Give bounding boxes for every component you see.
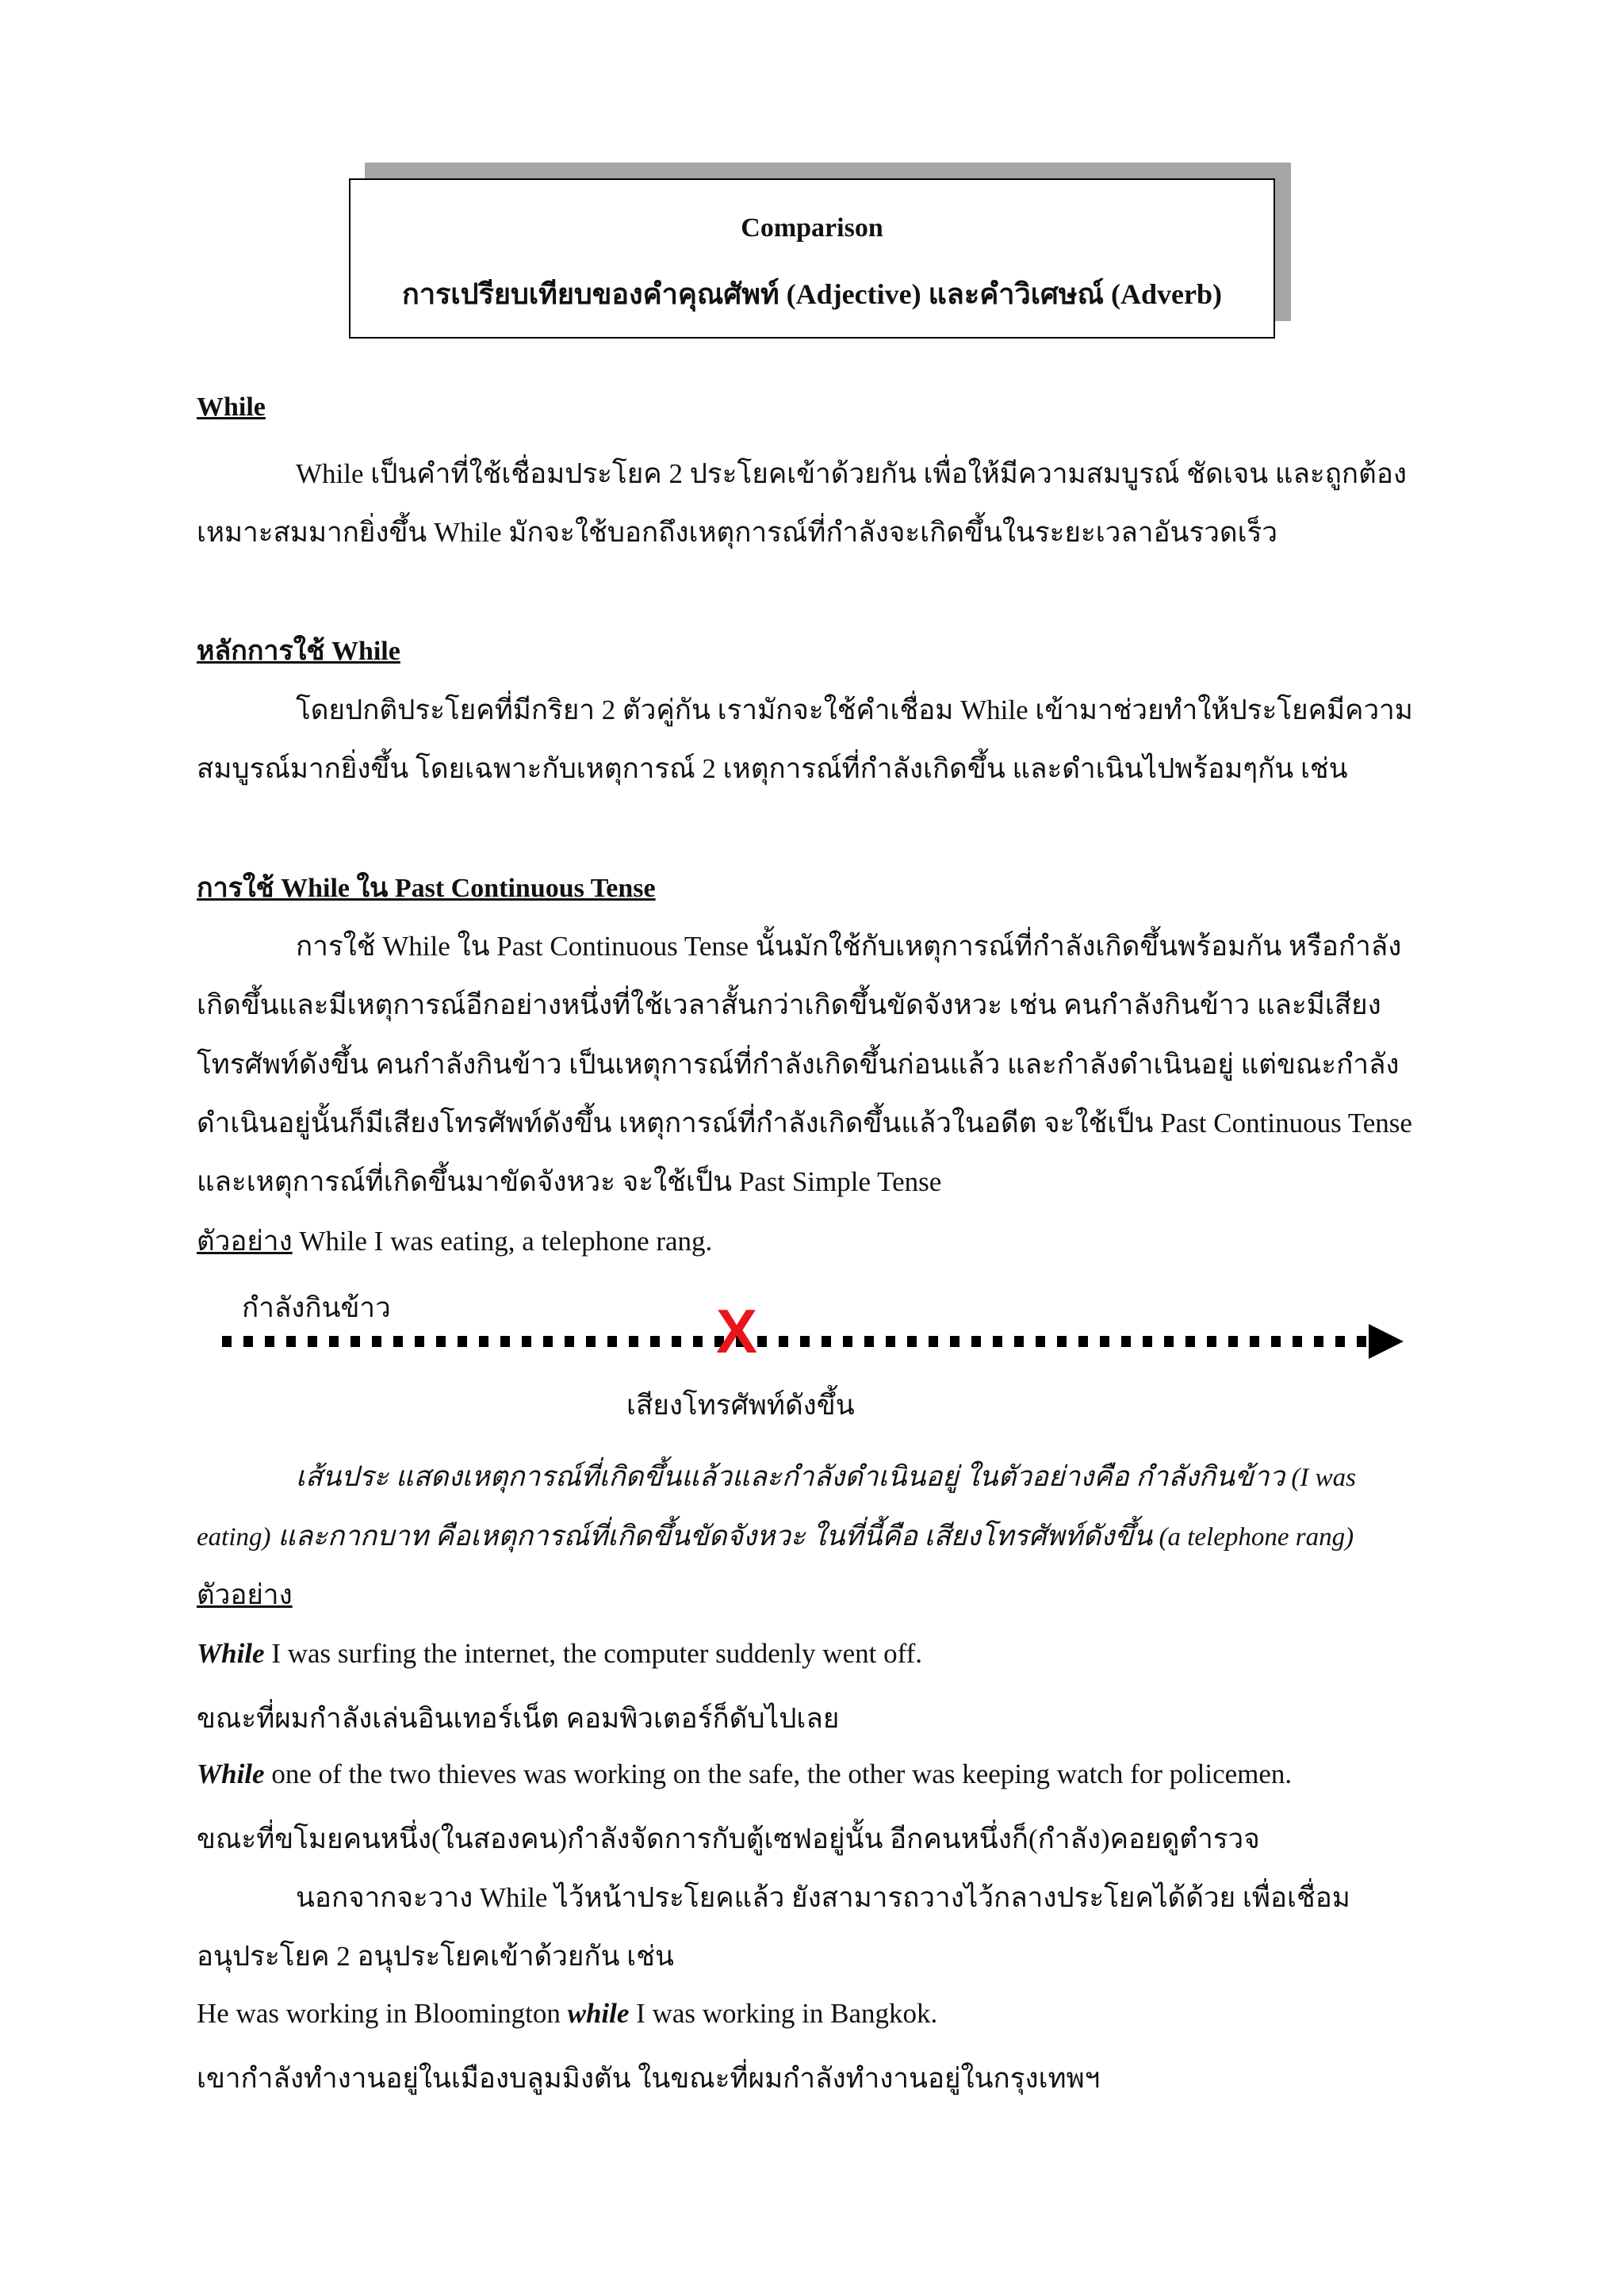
- timeline-label-eating: กำลังกินข้าว: [242, 1292, 391, 1323]
- section1-line2: เหมาะสมมากยิ่งขึ้น While มักจะใช้บอกถึงเหตุการณ์ที่กำลังจะเกิดขึ้นในระยะเวลาอันรวดเร็ว: [197, 517, 1278, 548]
- example1-rest: I was surfing the internet, the computer suddenly went off.: [264, 1638, 922, 1669]
- explanation-line2-thai: และกากบาท คือเหตุการณ์ที่เกิดขึ้นขัดจังหวะ ในที่นี้คือ เสียงโทรศัพท์ดังขึ้น: [270, 1521, 1153, 1552]
- examples-label: ตัวอย่าง: [197, 1579, 293, 1610]
- explanation-line2-eng2: (a telephone rang): [1152, 1523, 1354, 1552]
- explanation-line1-thai: เส้นประ แสดงเหตุการณ์ที่เกิดขึ้นแล้วและกำลังดำเนินอยู่ ในตัวอย่างคือ กำลังกินข้าว: [296, 1461, 1285, 1492]
- section2-line2: สมบูรณ์มากยิ่งขึ้น โดยเฉพาะกับเหตุการณ์ 2 เหตุการณ์ที่กำลังเกิดขึ้น และดำเนินไปพร้อมๆกัน เช่น: [197, 753, 1348, 784]
- example1-english: [197, 1638, 922, 1670]
- interruption-x-marker: X: [716, 1296, 758, 1366]
- timeline-arrowhead: [1369, 1324, 1404, 1359]
- document-subtitle: การเปรียบเทียบของคำคุณศัพท์ (Adjective) และคำวิเศษณ์ (Adverb): [402, 278, 1222, 310]
- example1-thai: ขณะที่ผมกำลังเล่นอินเทอร์เน็ต คอมพิวเตอร์ก็ดับไปเลย: [197, 1703, 840, 1734]
- middle-usage-line2: อนุประโยค 2 อนุประโยคเข้าด้วยกัน เช่น: [197, 1941, 674, 1972]
- example3-thai: เขากำลังทำงานอยู่ในเมืองบลูมมิงตัน ในขณะที่ผมกำลังทำงานอยู่ในกรุงเทพฯ: [197, 2063, 1101, 2094]
- section1-line1: While เป็นคำที่ใช้เชื่อมประโยค 2 ประโยคเข้าด้วยกัน เพื่อให้มีความสมบูรณ์ ชัดเจน และถูกต้อง: [296, 458, 1407, 489]
- example-line: [197, 1219, 712, 1263]
- example-text: While I was eating, a telephone rang.: [292, 1226, 713, 1257]
- explanation-line2-eng1: eating): [197, 1523, 271, 1552]
- example3-english: [197, 1998, 937, 2030]
- section3-line5: และเหตุการณ์ที่เกิดขึ้นมาขัดจังหวะ จะใช้เป็น Past Simple Tense: [197, 1166, 942, 1197]
- middle-usage-line1: นอกจากจะวาง While ไว้หน้าประโยคแล้ว ยังสามารถวางไว้กลางประโยคได้ด้วย เพื่อเชื่อม: [296, 1882, 1350, 1913]
- example1-keyword: While: [197, 1638, 265, 1669]
- example-label: ตัวอย่าง: [197, 1226, 293, 1257]
- heading-while: While: [197, 392, 266, 422]
- heading-past-continuous: การใช้ While ใน Past Continuous Tense: [197, 874, 656, 903]
- section3-line2: เกิดขึ้นและมีเหตุการณ์อีกอย่างหนึ่งที่ใช้เวลาสั้นกว่าเกิดขึ้นขัดจังหวะ เช่น คนกำลังกินข้าว และมีเสียง: [197, 989, 1381, 1020]
- section3-line4: ดำเนินอยู่นั้นก็มีเสียงโทรศัพท์ดังขึ้น เหตุการณ์ที่กำลังเกิดขึ้นแล้วในอดีต จะใช้เป็น Past Continuous Tense: [197, 1108, 1412, 1138]
- section2-line1: โดยปกติประโยคที่มีกริยา 2 ตัวคู่กัน เรามักจะใช้คำเชื่อม While เข้ามาช่วยทำให้ประโยคมีความ: [296, 695, 1413, 725]
- timeline-label-phone: เสียงโทรศัพท์ดังขึ้น: [626, 1390, 855, 1421]
- section3-line1: การใช้ While ใน Past Continuous Tense นั้นมักใช้กับเหตุการณ์ที่กำลังเกิดขึ้นพร้อมกัน หรือกำลัง: [296, 931, 1402, 962]
- heading-usage-rules: หลักการใช้ While: [197, 637, 400, 666]
- example3-post: I was working in Bangkok.: [629, 1998, 938, 2029]
- section3-line3: โทรศัพท์ดังขึ้น คนกำลังกินข้าว เป็นเหตุการณ์ที่กำลังเกิดขึ้นก่อนแล้ว และกำลังดำเนินอยู่ แต่ขณะกำลัง: [197, 1049, 1400, 1080]
- example2-thai: ขณะที่ขโมยคนหนึ่ง(ในสองคน)กำลังจัดการกับตู้เซฟอยู่นั้น อีกคนหนึ่งก็(กำลัง)คอยดูตำรวจ: [197, 1823, 1260, 1854]
- example2-rest: one of the two thieves was working on the safe, the other was keeping watch for policemen.: [264, 1758, 1293, 1789]
- example3-keyword: while: [567, 1998, 630, 2029]
- title-box: [349, 178, 1275, 339]
- explanation-line1-eng: (I was: [1285, 1464, 1356, 1492]
- example3-pre: He was working in Bloomington: [197, 1998, 568, 2029]
- explanation-line1: [296, 1455, 1356, 1498]
- example2-keyword: While: [197, 1758, 265, 1789]
- timeline-diagram: [214, 1308, 1419, 1372]
- explanation-line2: [197, 1514, 1354, 1558]
- document-title: Comparison: [741, 213, 883, 243]
- example2-english: [197, 1758, 1292, 1790]
